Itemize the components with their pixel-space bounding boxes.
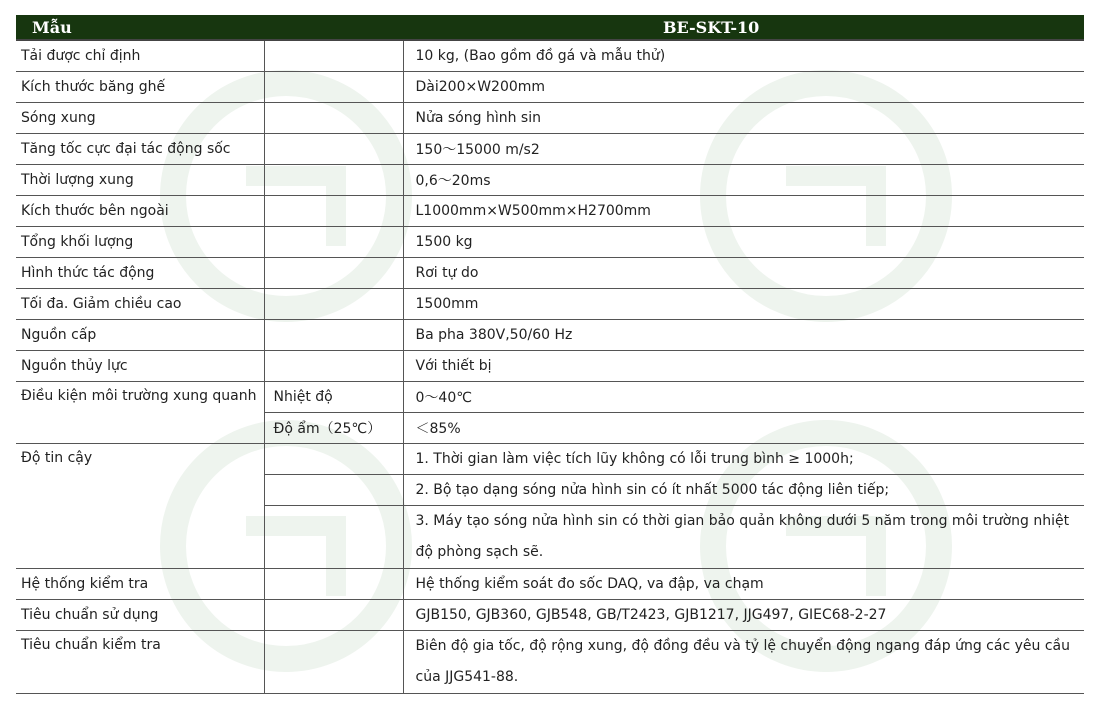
spec-key: Kích thước băng ghế	[16, 72, 264, 103]
spec-table	[16, 15, 1084, 694]
spec-sub	[264, 600, 403, 631]
spec-value: L1000mm×W500mm×H2700mm	[403, 196, 1084, 227]
spec-key: Tiêu chuẩn kiểm tra	[16, 631, 264, 694]
temperature-value: 0～40℃	[403, 382, 1084, 413]
spec-sub	[264, 258, 403, 289]
spec-row	[16, 600, 1084, 631]
spec-row-environment-temperature	[16, 382, 1084, 413]
spec-value: 1500 kg	[403, 227, 1084, 258]
spec-key: Kích thước bên ngoài	[16, 196, 264, 227]
spec-key: Thời lượng xung	[16, 165, 264, 196]
spec-row-reliability	[16, 444, 1084, 475]
spec-key: Tăng tốc cực đại tác động sốc	[16, 134, 264, 165]
spec-sub	[264, 165, 403, 196]
header-label: Mẫu	[32, 17, 72, 37]
spec-key: Tổng khối lượng	[16, 227, 264, 258]
humidity-value: ＜85%	[403, 413, 1084, 444]
humidity-label: Độ ẩm（25℃）	[264, 413, 403, 444]
spec-sub	[264, 320, 403, 351]
spec-sub	[264, 506, 403, 569]
spec-sub	[264, 134, 403, 165]
spec-value: Nửa sóng hình sin	[403, 103, 1084, 134]
spec-value: Với thiết bị	[403, 351, 1084, 382]
spec-value: 10 kg, (Bao gồm đồ gá và mẫu thử)	[403, 40, 1084, 72]
spec-value: Ba pha 380V,50/60 Hz	[403, 320, 1084, 351]
spec-row	[16, 320, 1084, 351]
spec-key: Nguồn thủy lực	[16, 351, 264, 382]
spec-row	[16, 258, 1084, 289]
spec-row	[16, 72, 1084, 103]
spec-value: 1500mm	[403, 289, 1084, 320]
spec-key: Tiêu chuẩn sử dụng	[16, 600, 264, 631]
spec-sub	[264, 444, 403, 475]
spec-key: Tải được chỉ định	[16, 40, 264, 72]
spec-sub	[264, 40, 403, 72]
spec-value: Biên độ gia tốc, độ rộng xung, độ đồng đều và tỷ lệ chuyển động ngang đáp ứng các yêu cầu của JJG541-88.	[403, 631, 1084, 694]
spec-value: Rơi tự do	[403, 258, 1084, 289]
spec-sub	[264, 72, 403, 103]
spec-value: 150～15000 m/s2	[403, 134, 1084, 165]
spec-row	[16, 134, 1084, 165]
spec-value: Dài200×W200mm	[403, 72, 1084, 103]
spec-key: Hình thức tác động	[16, 258, 264, 289]
spec-sub	[264, 289, 403, 320]
spec-sub	[264, 351, 403, 382]
spec-sub	[264, 569, 403, 600]
spec-row	[16, 351, 1084, 382]
spec-key: Hệ thống kiểm tra	[16, 569, 264, 600]
spec-row	[16, 289, 1084, 320]
spec-header-row	[16, 15, 1084, 40]
spec-row	[16, 165, 1084, 196]
spec-row	[16, 103, 1084, 134]
spec-value: 0,6～20ms	[403, 165, 1084, 196]
spec-sub	[264, 196, 403, 227]
spec-key: Sóng xung	[16, 103, 264, 134]
spec-sub	[264, 227, 403, 258]
reliability-item: 2. Bộ tạo dạng sóng nửa hình sin có ít nhất 5000 tác động liên tiếp;	[403, 475, 1084, 506]
spec-key: Nguồn cấp	[16, 320, 264, 351]
spec-key: Điều kiện môi trường xung quanh	[16, 382, 264, 444]
temperature-label: Nhiệt độ	[264, 382, 403, 413]
spec-row	[16, 196, 1084, 227]
spec-key: Độ tin cậy	[16, 444, 264, 569]
spec-value: GJB150, GJB360, GJB548, GB/T2423, GJB1217, JJG497, GIEC68-2-27	[403, 600, 1084, 631]
spec-row	[16, 569, 1084, 600]
spec-sub	[264, 631, 403, 694]
reliability-item: 1. Thời gian làm việc tích lũy không có lỗi trung bình ≥ 1000h;	[403, 444, 1084, 475]
spec-sub	[264, 475, 403, 506]
spec-key: Tối đa. Giảm chiều cao	[16, 289, 264, 320]
spec-row	[16, 631, 1084, 694]
spec-sub	[264, 103, 403, 134]
spec-value: Hệ thống kiểm soát đo sốc DAQ, va đập, va chạm	[403, 569, 1084, 600]
reliability-item: 3. Máy tạo sóng nửa hình sin có thời gian bảo quản không dưới 5 năm trong môi trường nhiệt độ phòng sạch sẽ.	[403, 506, 1084, 569]
header-spacer	[264, 15, 403, 40]
spec-row	[16, 227, 1084, 258]
spec-row	[16, 40, 1084, 72]
header-model: BE-SKT-10	[663, 17, 760, 37]
